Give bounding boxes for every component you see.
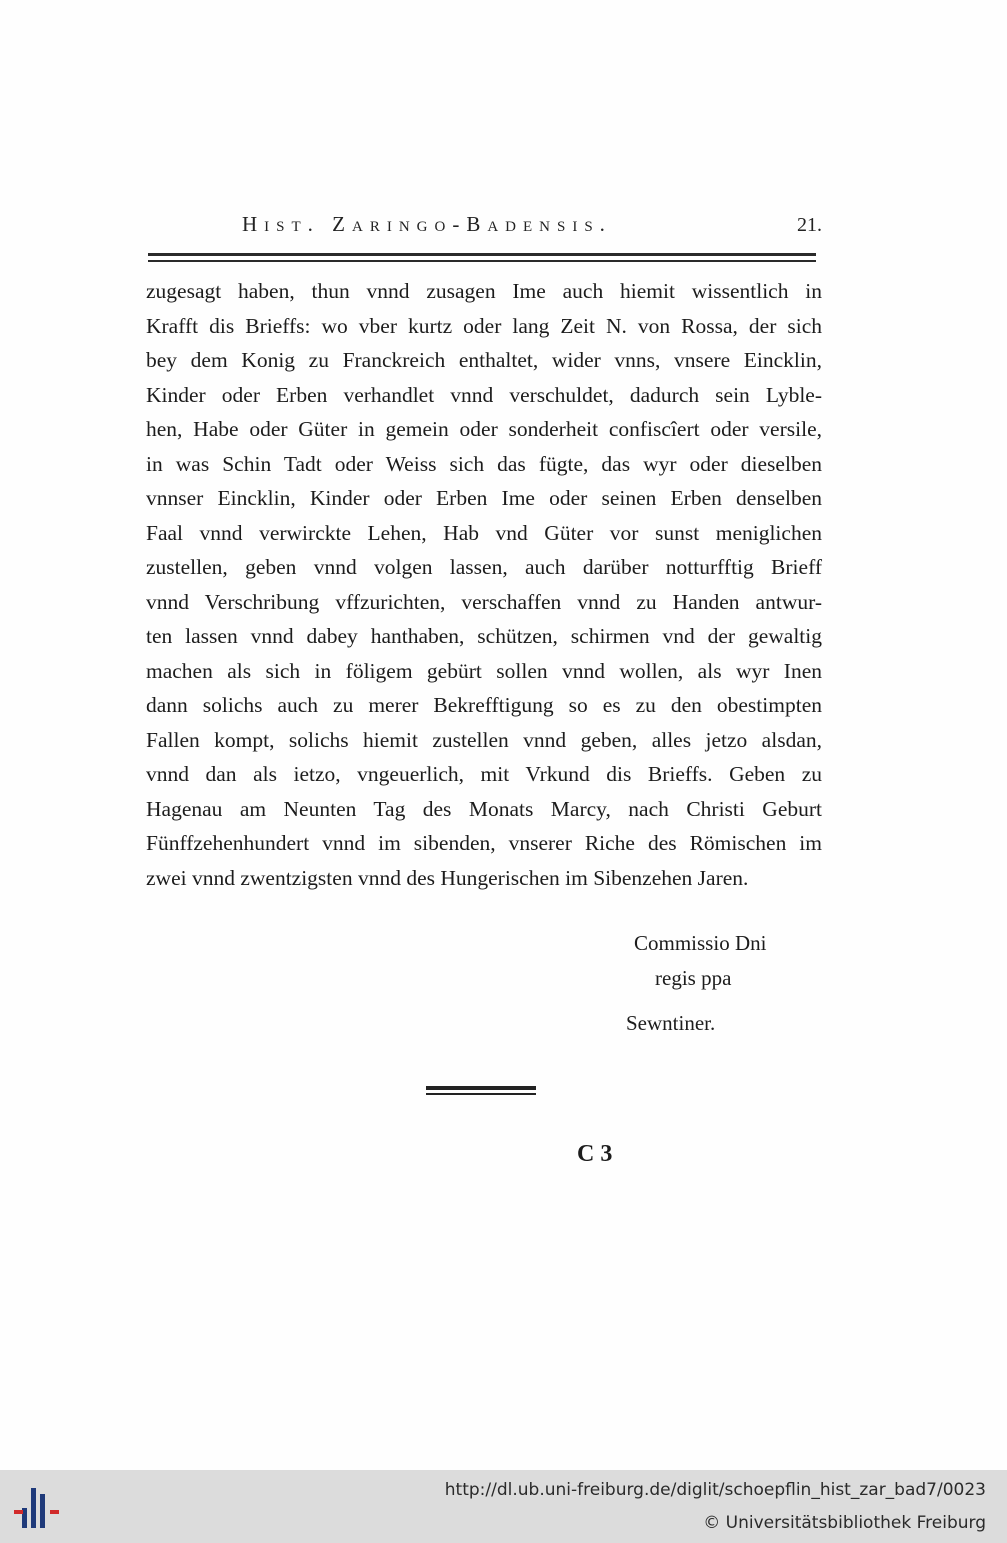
copyright-notice: © Universitätsbibliothek Freiburg (703, 1513, 986, 1533)
text-line: in was Schin Tadt oder Weiss sich das fügte, das wyr oder dieselben (146, 451, 822, 476)
text-line: machen als sich in föligem gebürt sollen vnnd wollen, als wyr Inen (146, 658, 822, 683)
signature-line-3: Sewntiner. (626, 1011, 716, 1035)
text-line: Hagenau am Neunten Tag des Monats Marcy, nach Christi Geburt (146, 796, 822, 821)
text-line: ten lassen vnnd dabey hanthaben, schützen, schirmen vnd der gewaltig (146, 624, 822, 648)
text-line: Kinder oder Erben verhandlet vnnd verschuldet, dadurch sein Lyble- (146, 382, 822, 407)
text-line: Faal vnnd verwirckte Lehen, Hab vnd Güter vor sunst meniglichen (146, 520, 822, 545)
header-rule-thin (148, 260, 816, 262)
signature-mark: C 3 (577, 1141, 613, 1167)
ub-freiburg-logo-icon[interactable] (14, 1486, 64, 1530)
ornamental-rule-thin (426, 1093, 536, 1095)
footer-bar (0, 1470, 1007, 1543)
text-line: Krafft dis Brieffs: wo vber kurtz oder lang Zeit N. von Rossa, der sich (146, 313, 822, 338)
text-line: bey dem Konig zu Franckreich enthaltet, wider vnns, vnsere Eincklin, (146, 348, 822, 372)
text-line: dann solichs auch zu merer Bekrefftigung so es zu den obestimpten (146, 693, 822, 717)
running-header (146, 212, 822, 242)
header-rule (148, 253, 816, 256)
text-line: vnnd dan als ietzo, vngeuerlich, mit Vrkund dis Brieffs. Geben zu (146, 762, 822, 786)
text-line: zwei vnnd zwentzigsten vnnd des Hungerischen im Sibenzehen Jaren. (146, 865, 749, 890)
text-line: Fallen kompt, solichs hiemit zustellen vnnd geben, alles jetzo alsdan, (146, 727, 822, 752)
text-line: vnnser Eincklin, Kinder oder Erben Ime oder seinen Erben denselben (146, 486, 822, 510)
permalink-url[interactable]: http://dl.ub.uni-freiburg.de/diglit/schoepflin_hist_zar_bad7/0023 (444, 1480, 986, 1500)
body-text (146, 274, 822, 895)
text-line: zugesagt haben, thun vnnd zusagen Ime auch hiemit wissentlich in (146, 279, 822, 303)
signature-line-2: regis ppa (655, 966, 732, 990)
text-line: hen, Habe oder Güter in gemein oder sonderheit confiscîert oder versile, (146, 417, 822, 441)
text-line: zustellen, geben vnnd volgen lassen, auch darüber notturfftig Brieff (146, 555, 822, 579)
signature-line-1: Commissio Dni (634, 931, 767, 955)
ornamental-rule (426, 1086, 536, 1090)
text-line: Fünffzehenhundert vnnd im sibenden, vnserer Riche des Römischen im (146, 831, 822, 855)
page-number: 21. (797, 214, 822, 236)
running-title: Hist. Zaringo-Badensis. (242, 212, 612, 236)
text-line: vnnd Verschribung vffzurichten, verschaffen vnnd zu Handen antwur- (146, 589, 822, 614)
